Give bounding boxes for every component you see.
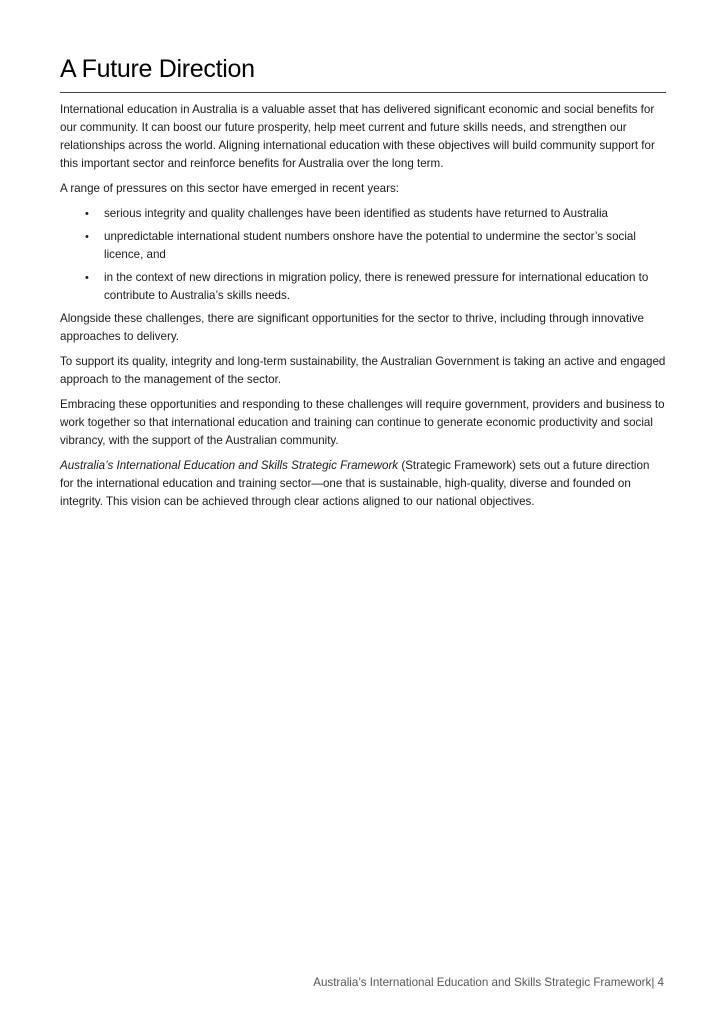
list-item-text: in the context of new directions in migration policy, there is renewed pressure for international education to contribute to Australia’s skills needs.: [104, 271, 649, 302]
intro-paragraph: International education in Australia is a valuable asset that has delivered significant economic and social benefits for our community. It can boost our future prosperity, help meet current and future skills needs, and strengthen our relationships across the world. Aligning international education with these objectives will build community support for this important sector and reinforce benefits for Australia over the long term.: [60, 103, 655, 170]
page-content: [60, 52, 666, 518]
bullet-icon: •: [85, 272, 89, 284]
framework-title: Australia’s International Education and Skills Strategic Framework: [60, 459, 399, 472]
pressures-paragraph: A range of pressures on this sector have emerged in recent years:: [60, 182, 399, 195]
list-item: [60, 228, 666, 264]
title-divider: [60, 92, 666, 93]
bullet-icon: •: [85, 208, 89, 220]
framework-paragraph: [60, 457, 666, 511]
bullet-icon: •: [85, 231, 89, 243]
list-item-text: serious integrity and quality challenges have been identified as students have returned to Australia: [104, 207, 609, 220]
list-item: [60, 205, 666, 223]
government-approach-paragraph: To support its quality, integrity and long-term sustainability, the Australian Government is taking an active and engaged approach to the management of the sector.: [60, 355, 666, 386]
opportunities-paragraph: Alongside these challenges, there are significant opportunities for the sector to thrive, including through innovative approaches to delivery.: [60, 312, 644, 343]
pressures-list: [60, 205, 666, 305]
page-footer: Australia’s International Education and Skills Strategic Framework| 4: [313, 976, 664, 989]
list-item: [60, 269, 666, 305]
list-item-text: unpredictable international student numbers onshore have the potential to undermine the sector’s social licence, and: [104, 230, 636, 261]
collaboration-paragraph: Embracing these opportunities and responding to these challenges will require government, providers and business to work together so that international education and training can continue to generate economic productivity and social vibrancy, with the support of the Australian community.: [60, 398, 665, 447]
page-title: A Future Direction: [60, 55, 255, 83]
framework-description: (Strategic Framework) sets out a future direction for the international education and training sector—one that is sustainable, high-quality, diverse and founded on integrity. This vision can be achieved through clear actions aligned to our national objectives.: [60, 459, 650, 508]
